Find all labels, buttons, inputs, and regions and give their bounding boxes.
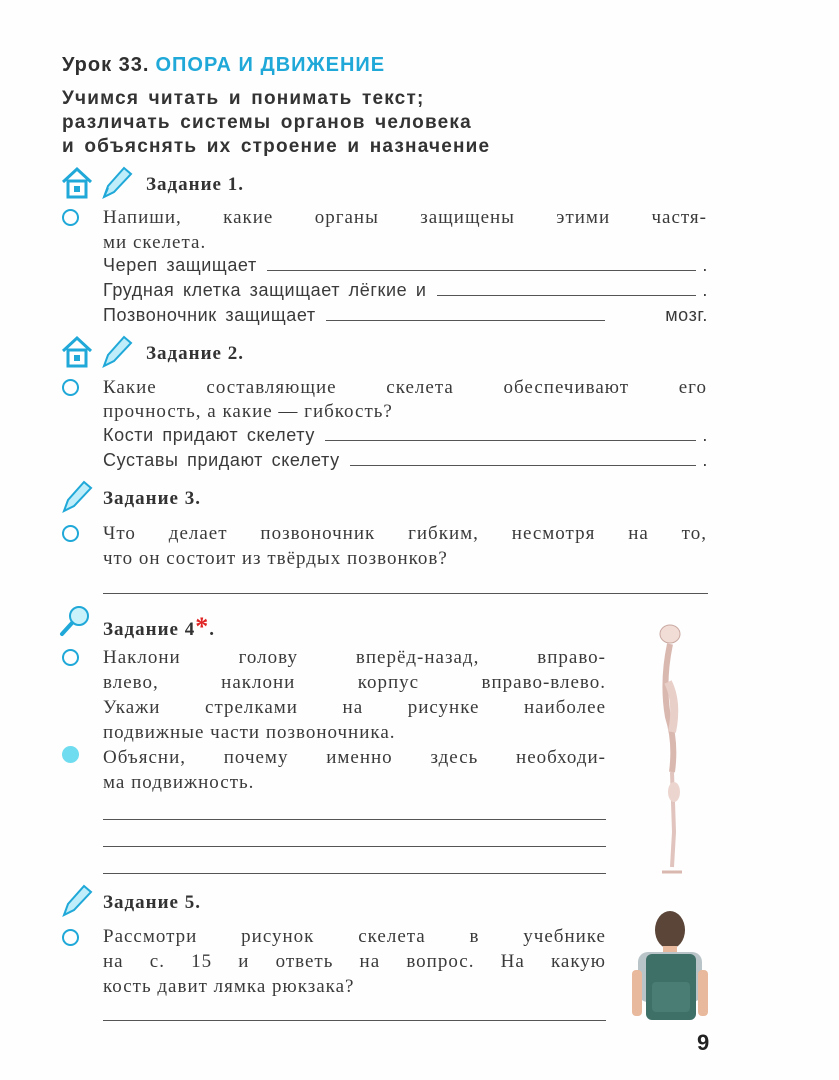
fill-label: Череп защищает [103, 255, 257, 275]
page-number: 9 [697, 1030, 710, 1055]
task-title-text: Задание 4 [103, 619, 196, 640]
task-text: что он состоит из твёрдых позвонков? [103, 548, 448, 569]
task-text: Объясни, почему именно здесь необходи- [103, 747, 606, 768]
pencil-icon [60, 478, 94, 514]
task-text: Укажи стрелками на рисунке наиболее [103, 697, 606, 718]
answer-blank[interactable] [325, 440, 696, 441]
bullet-filled-icon [62, 746, 79, 763]
task-3-title: Задание 3. [103, 488, 201, 509]
fill-end: . [702, 255, 708, 275]
bullet-circle-icon [62, 649, 79, 666]
fill-end: . [702, 450, 708, 470]
title-end: . [209, 619, 215, 640]
pencil-icon [100, 164, 134, 200]
fill-in-row [103, 305, 708, 326]
fill-in-row [103, 280, 708, 301]
task-text: Рассмотри рисунок скелета в учебнике [103, 926, 606, 947]
fill-end: . [702, 280, 708, 300]
fill-label: Грудная клетка защищает лёгкие и [103, 280, 427, 300]
task-text: Какие составляющие скелета обеспечивают его [103, 377, 707, 398]
bullet-circle-icon [62, 525, 79, 542]
answer-blank[interactable] [350, 465, 697, 466]
house-icon [60, 166, 94, 200]
fill-end: мозг. [665, 305, 708, 325]
task-1-title: Задание 1. [146, 174, 244, 195]
task-2-title: Задание 2. [146, 343, 244, 364]
bullet-circle-icon [62, 209, 79, 226]
task-text: подвижные части позвоночника. [103, 722, 396, 743]
task-text: ми скелета. [103, 232, 207, 253]
task-text: влево, наклони корпус вправо-влево. [103, 672, 606, 693]
fill-label: Суставы придают скелету [103, 450, 340, 470]
lesson-topic: ОПОРА И ДВИЖЕНИЕ [155, 54, 386, 76]
boy-with-backpack-image [630, 910, 708, 1022]
task-text: ма подвижность. [103, 772, 255, 793]
answer-line[interactable] [103, 873, 606, 874]
skeleton-side-view-image [648, 622, 698, 878]
task-text: прочность, а какие — гибкость? [103, 401, 393, 422]
answer-line[interactable] [103, 846, 606, 847]
pencil-icon [100, 333, 134, 369]
answer-line[interactable] [103, 1020, 606, 1021]
task-text: Наклони голову вперёд-назад, вправо- [103, 647, 606, 668]
magnifier-icon [58, 604, 92, 638]
goal-line: различать системы органов человека [62, 112, 472, 133]
fill-in-row [103, 255, 708, 276]
task-text: кость давит лямка рюкзака? [103, 976, 355, 997]
task-4-title [103, 612, 215, 642]
answer-line[interactable] [103, 593, 708, 594]
star-mark: * [195, 612, 210, 641]
fill-end: . [702, 425, 708, 445]
fill-label: Позвоночник защищает [103, 305, 316, 325]
lesson-number: Урок 33. [62, 54, 150, 76]
answer-blank[interactable] [267, 270, 697, 271]
fill-in-row [103, 450, 708, 471]
answer-blank[interactable] [326, 320, 605, 321]
lesson-title [62, 54, 385, 77]
answer-blank[interactable] [437, 295, 697, 296]
task-text: Что делает позвоночник гибким, несмотря на то, [103, 523, 707, 544]
answer-line[interactable] [103, 819, 606, 820]
goal-line: Учимся читать и понимать текст; [62, 88, 425, 109]
fill-in-row [103, 425, 708, 446]
goal-line: и объяснять их строение и назначение [62, 136, 491, 157]
house-icon [60, 335, 94, 369]
task-text: Напиши, какие органы защищены этими частя- [103, 207, 707, 228]
task-5-title: Задание 5. [103, 892, 201, 913]
task-text: на с. 15 и ответь на вопрос. На какую [103, 951, 606, 972]
pencil-icon [60, 882, 94, 918]
fill-label: Кости придают скелету [103, 425, 315, 445]
bullet-circle-icon [62, 929, 79, 946]
bullet-circle-icon [62, 379, 79, 396]
